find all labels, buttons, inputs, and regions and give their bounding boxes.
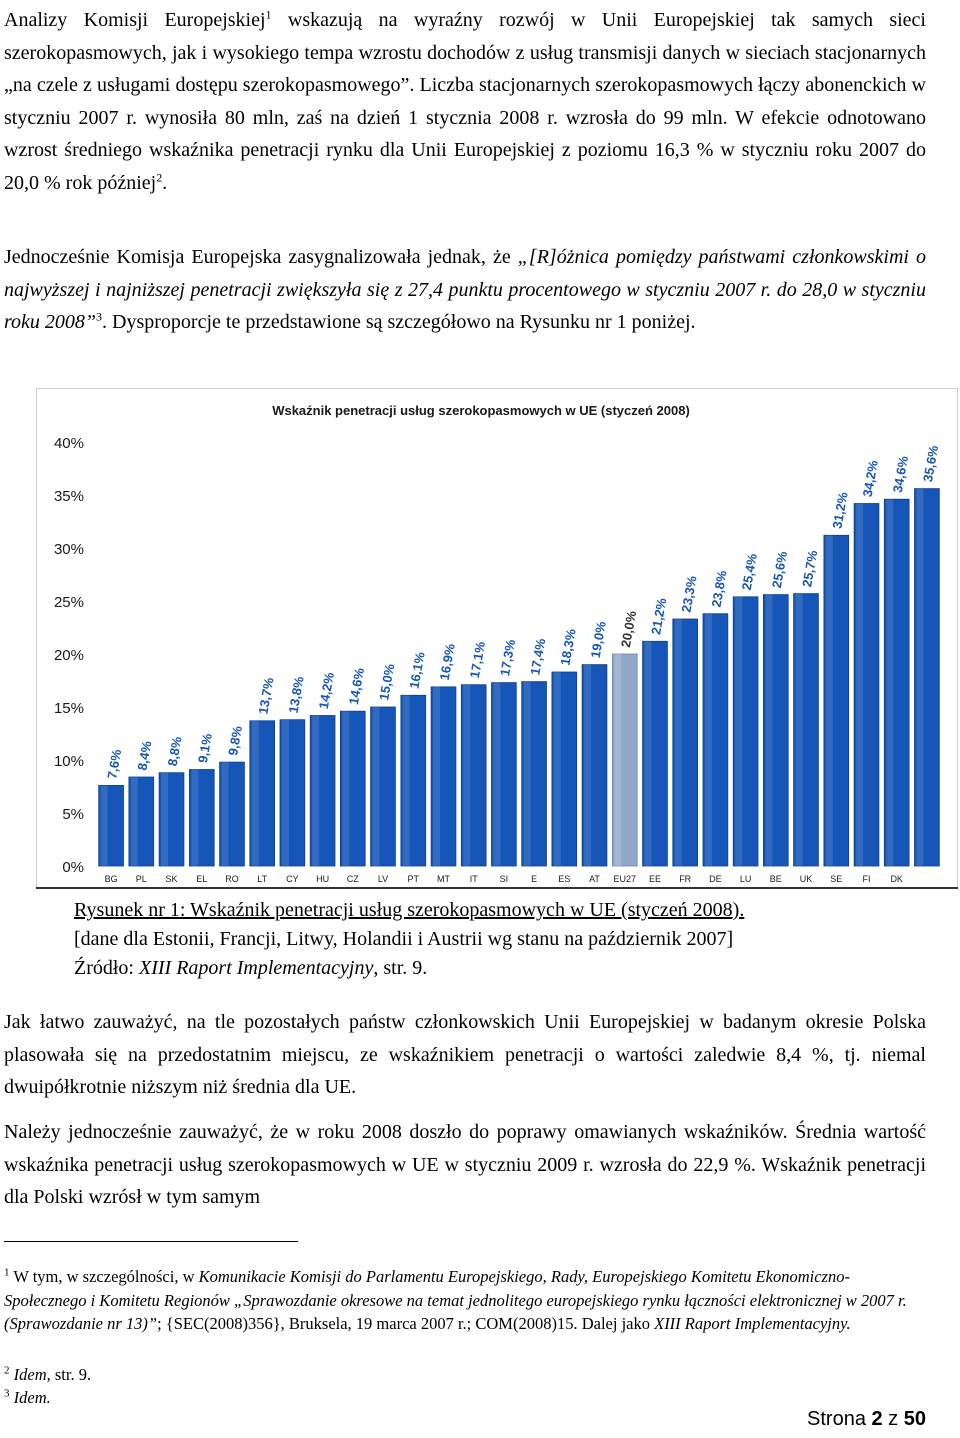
y-tick-label: 0% (62, 859, 84, 876)
x-tick-label: BG (104, 874, 118, 884)
x-tick-label: ES (558, 874, 571, 884)
y-tick-label: 5% (62, 806, 84, 823)
bar-data-label: 17,4% (527, 637, 549, 677)
chart-title: Wskaźnik penetracji usług szerokopasmowych w UE (styczeń 2008) (272, 403, 690, 418)
figure-caption: Rysunek nr 1: Wskaźnik penetracji usług szerokopasmowych w UE (styczeń 2008). (74, 899, 745, 921)
bar-data-label: 20,0% (617, 609, 640, 649)
y-tick-label: 10% (53, 753, 84, 770)
bar-data-label: 13,8% (285, 675, 307, 715)
footnote-2 (4, 1363, 924, 1387)
bar-data-label: 21,2% (648, 596, 670, 636)
bar-data-label: 25,7% (799, 549, 821, 589)
paragraph-text: . (162, 171, 168, 194)
bar-shine (554, 672, 561, 866)
paragraph-intro (4, 4, 926, 199)
bar-data-label: 14,2% (315, 671, 337, 711)
footnote-ref-2[interactable]: 2 (156, 169, 163, 184)
x-tick-label: EE (648, 874, 662, 884)
x-tick-label: LT (257, 874, 268, 884)
bar-shine (886, 499, 893, 866)
bar-shine (614, 654, 621, 866)
bar-shine (584, 665, 591, 866)
bar-data-label: 25,4% (738, 552, 760, 592)
paragraph-text: wskazują na wyraźny rozwój w Unii Europejskiej tak samych sieci szerokopasmowych, jak i wysokiego tempa wzrostu dochodów z usług transmisji danych w sieciach stacjonarnych „na czele z usługami dostępu szerokopasmowego”. Liczba stacjonarnych szerokopasmowych łączy abonenckich w styczniu 2007 r. wynosiła 80 mln, zaś na dzień 1 stycznia 2008 r. wzrosła do 99 mln. W efekcie odnotowano wzrost średniego wskaźnika penetracji rynku dla Unii Europejskiej z poziomu 16,3 % w styczniu roku 2007 do 20,0 % rok później (4, 9, 926, 194)
bar-shine (917, 489, 924, 866)
quoted-text: „[R]óżnica pomiędzy państwami członkowskimi o najwyższej i najniższej penetracji zwiększyła się z 27,4 punktu procentowego w styczniu 2007 r. do 28,0 w styczniu roku 2008” (4, 246, 926, 333)
footnote-ref-1[interactable]: 1 (265, 7, 272, 22)
page-total: 50 (903, 1408, 926, 1430)
bar-data-label: 34,2% (859, 459, 881, 499)
x-tick-label: FR (679, 874, 692, 884)
bar-shine (101, 785, 108, 866)
y-tick-label: 30% (53, 541, 84, 558)
x-tick-label: BE (769, 874, 782, 884)
x-tick-label: DK (890, 874, 903, 884)
y-tick-label: 25% (53, 594, 84, 611)
bar-data-label: 16,1% (406, 650, 428, 690)
y-tick-label: 35% (53, 488, 84, 505)
x-tick-label: HU (316, 874, 330, 884)
footnote-idem: Idem. (13, 1388, 51, 1407)
footnote-text: str. 9. (50, 1365, 92, 1384)
bar-shine (765, 595, 772, 866)
page-current: 2 (871, 1408, 883, 1430)
y-tick-label: 40% (53, 435, 84, 452)
bar-data-label: 8,4% (134, 739, 155, 772)
x-tick-label: LV (377, 874, 389, 884)
bar-data-label: 9,8% (225, 724, 246, 757)
x-tick-label: CZ (346, 874, 359, 884)
paragraph-text: Analizy Komisji Europejskiej (4, 9, 266, 31)
bar-data-label: 13,7% (255, 676, 277, 716)
bar-shine (373, 707, 380, 866)
page-number (807, 1408, 926, 1431)
bar-data-label: 19,0% (587, 620, 609, 660)
bar-data-label: 8,8% (164, 735, 185, 768)
x-tick-label: FI (862, 874, 871, 884)
bar-data-label: 15,0% (376, 662, 398, 702)
bar-shine (342, 711, 349, 866)
x-tick-label: MT (437, 874, 450, 884)
footnote-number: 3 (4, 1387, 10, 1400)
footnote-number: 2 (4, 1364, 10, 1377)
page-separator: z (882, 1408, 904, 1430)
y-tick-label: 20% (53, 647, 84, 664)
bar-data-label: 34,6% (889, 454, 912, 494)
bar-shine (131, 777, 138, 866)
footnote-alias: XIII Raport Implementacyjny. (654, 1314, 851, 1333)
bar-data-label: 23,3% (678, 574, 700, 614)
footnote-text: W tym, w szczególności, w (9, 1267, 199, 1286)
page-label: Strona (807, 1408, 872, 1430)
bar-data-label: 14,6% (345, 666, 368, 706)
bar-shine (252, 721, 259, 866)
footnote-title: Komunikacie Komisji do Parlamentu Europejskiego, Rady, Europejskiego Komitetu Ekonomiczno-Społecznego i Komitetu Regionów „Sprawozdanie okresowe na temat jednolitego europejskiego rynku łączności elektronicznej w 2007 r. (Sprawozdanie nr 13)” (4, 1267, 907, 1333)
footnote-separator (4, 1241, 298, 1242)
footnote-3 (4, 1386, 924, 1410)
bar-shine (403, 695, 410, 866)
bar-shine (705, 614, 712, 866)
x-tick-label: LU (739, 874, 752, 884)
x-tick-label: EU27 (613, 874, 637, 884)
bar-shine (524, 682, 531, 866)
bar-shine (463, 685, 470, 866)
bar-shine (433, 687, 440, 866)
bar-data-label: 17,1% (466, 640, 489, 680)
x-tick-label: RO (225, 874, 239, 884)
bar-data-label: 25,6% (768, 550, 791, 590)
paragraph-text: . Dysproporcje te przedstawione są szczegółowo na Rysunku nr 1 poniżej. (102, 311, 696, 333)
footnote-idem: Idem, (13, 1365, 51, 1384)
source-label: Źródło: (74, 957, 139, 979)
bar-shine (161, 773, 168, 866)
bar-shine (282, 720, 289, 866)
x-tick-label: E (531, 874, 538, 884)
bar-shine (735, 597, 742, 866)
bar-shine (312, 716, 319, 867)
figure-note: [dane dla Estonii, Francji, Litwy, Holandii i Austrii wg stanu na październik 2007] (74, 928, 734, 950)
x-tick-label: AT (589, 874, 600, 884)
x-tick-label: PL (135, 874, 147, 884)
bar-data-label: 35,6% (920, 444, 942, 484)
source-title: XIII Raport Implementacyjny (139, 957, 374, 979)
paragraph-poland: Jak łatwo zauważyć, na tle pozostałych państw członkowskich Unii Europejskiej w badanym okresie Polska plasowała się na przedostatnim miejscu, ze wskaźnikiem penetracji o wartości zaledwie 8,4 %, tj. niemal dwuipółkrotnie niższym niż średnia dla UE. (4, 1011, 926, 1098)
figure-source (74, 954, 934, 983)
bar-data-label: 23,8% (708, 569, 730, 609)
paragraph-text: Jednocześnie Komisja Europejska zasygnalizowała jednak, że (4, 246, 518, 268)
source-page: , str. 9. (373, 957, 428, 979)
x-tick-label: EL (196, 874, 208, 884)
y-tick-label: 15% (53, 700, 84, 717)
x-tick-label: UK (799, 874, 813, 884)
footnote-ref-3[interactable]: 3 (96, 309, 103, 324)
footnote-text: ; {SEC(2008)356}, Bruksela, 19 marca 2007 r.; COM(2008)15. Dalej jako (157, 1314, 655, 1333)
bar-data-label: 18,3% (557, 627, 579, 667)
bar-shine (222, 762, 229, 866)
figure-broadband-chart (36, 388, 958, 890)
x-tick-label: SE (830, 874, 843, 884)
paragraph-improvement: Należy jednocześnie zauważyć, że w roku 2008 doszło do poprawy omawianych wskaźników. Średnia wartość wskaźnika penetracji usług szerokopasmowych w UE w styczniu 2009 r. wzrosła do 22,9 %. Wskaźnik penetracji dla Polski wzrósł w tym samym (4, 1121, 926, 1208)
bar-data-label: 16,9% (436, 642, 458, 682)
bar-data-label: 17,3% (497, 638, 519, 678)
x-tick-label: IT (469, 874, 478, 884)
bar-shine (675, 619, 682, 866)
bar-shine (191, 770, 198, 867)
x-tick-label: PT (407, 874, 420, 884)
bar-data-label: 9,1% (194, 732, 215, 765)
footnote-number: 1 (4, 1266, 10, 1279)
bar-data-label: 7,6% (104, 748, 125, 780)
x-tick-label: SI (499, 874, 509, 884)
bar-shine (645, 641, 652, 866)
x-tick-label: CY (286, 874, 299, 884)
x-tick-label: DE (709, 874, 722, 884)
bar-data-label: 31,2% (829, 490, 851, 530)
footnote-1 (4, 1265, 924, 1336)
bar-shine (494, 683, 501, 866)
bar-shine (796, 594, 803, 866)
bar-shine (856, 504, 863, 867)
bar-shine (826, 535, 833, 866)
bar-chart (36, 388, 958, 890)
paragraph-commission (4, 241, 926, 339)
x-tick-label: SK (165, 874, 178, 884)
